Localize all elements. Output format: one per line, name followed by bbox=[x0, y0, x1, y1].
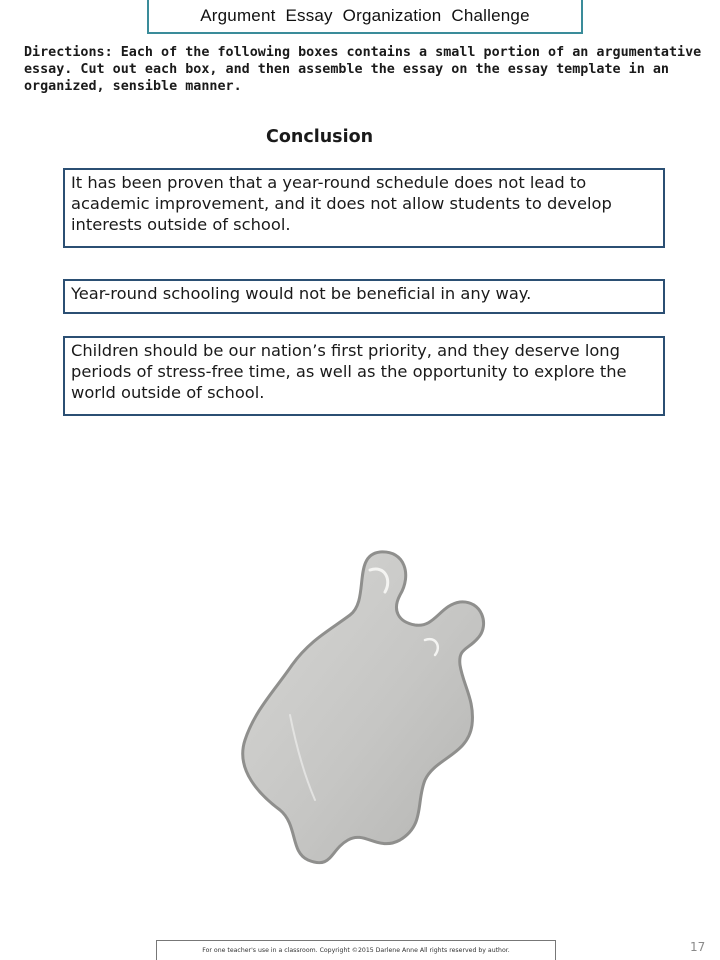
footer-box bbox=[156, 940, 556, 960]
copyright-text: For one teacher's use in a classroom. Copyright ©2015 Darlene Anne All rights reserved by author. bbox=[202, 947, 510, 954]
title-box bbox=[147, 0, 583, 34]
directions-text: Directions: Each of the following boxes contains a small portion of an argumentative essay. Cut out each box, and then assemble the essay on the essay template in an organized, sensible manner. bbox=[24, 45, 702, 94]
essay-strip-2: Year-round schooling would not be beneficial in any way. bbox=[63, 279, 665, 314]
puzzle-piece-shape bbox=[243, 552, 484, 863]
essay-strip-1: It has been proven that a year-round schedule does not lead to academic improvement, and it does not allow students to develop interests outside of school. bbox=[63, 168, 665, 248]
page-number: 17 bbox=[690, 940, 706, 954]
puzzle-piece-icon bbox=[220, 540, 520, 870]
section-heading: Conclusion bbox=[266, 127, 374, 147]
essay-strip-3: Children should be our nation’s first priority, and they deserve long periods of stress-free time, as well as the opportunity to explore the world outside of school. bbox=[63, 336, 665, 416]
page-title: Argument Essay Organization Challenge bbox=[200, 6, 530, 25]
